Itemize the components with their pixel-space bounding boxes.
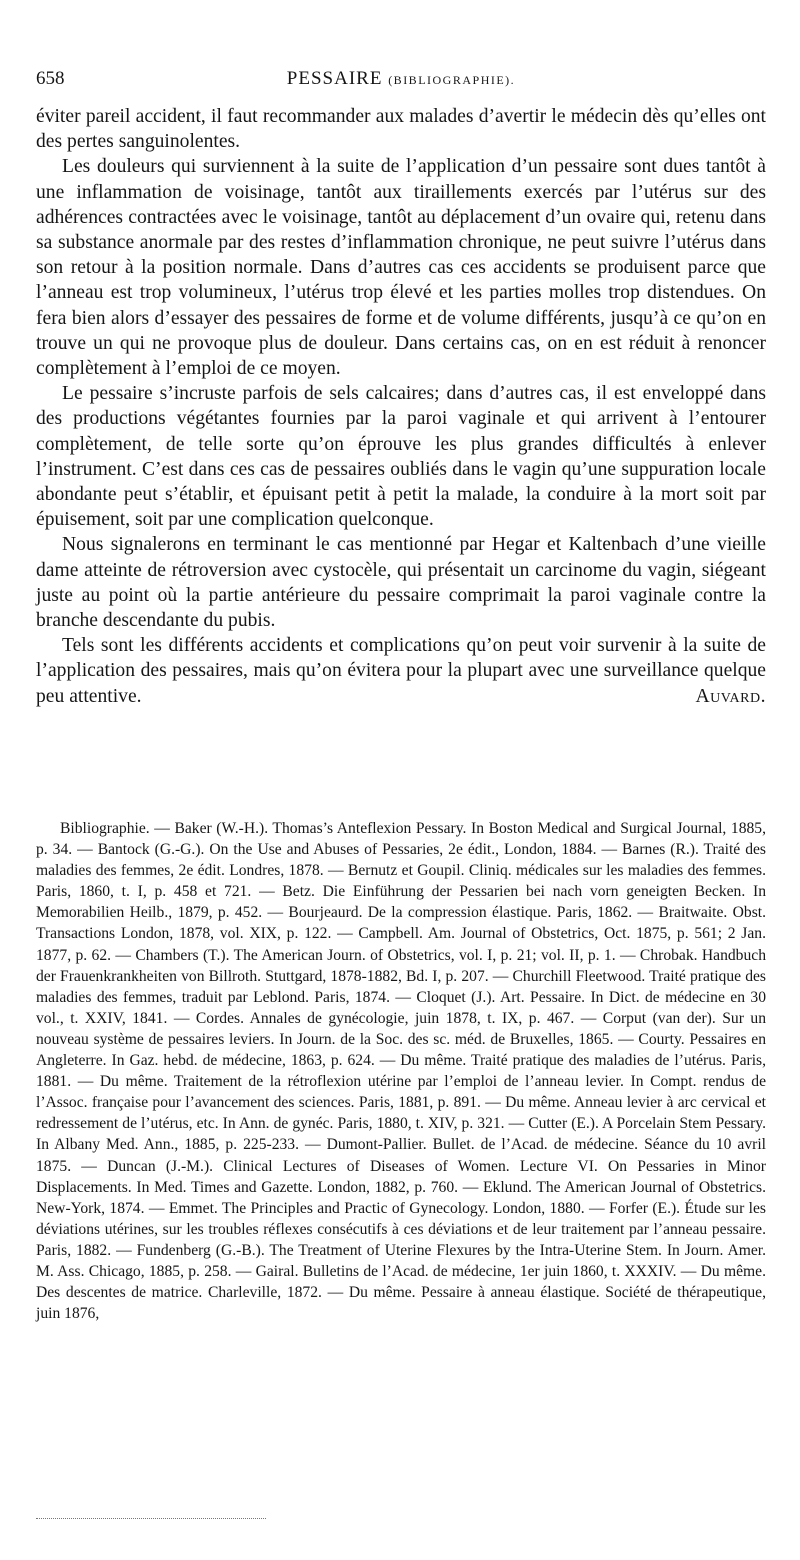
running-head [36,68,766,90]
author-signature: Auvard. [695,685,766,707]
paragraph-text: Tels sont les différents accidents et complications qu’on peut voir survenir à la suite de l’application des pessaires, mais qu’on évitera pour la plupart avec une surveillance quelque peu attentive. [36,635,766,707]
paragraph: éviter pareil accident, il faut recommander aux malades d’avertir le médecin dès qu’elles ont des pertes sanguinolentes. [36,106,766,153]
bibliography-text: Bibliographie. — Baker (W.-H.). Thomas’s Anteflexion Pessary. In Boston Medical and Surgical Journal, 1885, p. 34. — Bantock (G.-G.). On the Use and Abuses of Pessaries, 2e édit., London, 1884. — Barnes (R.). Traité des maladies des femmes, 2e édit. Londres, 1878. — Bernutz et Goupil. Cliniq. médicales sur les maladies des femmes. Paris, 1860, t. I, p. 458 et 721. — Betz. Die Einführung der Pessarien bei nach vorn geneigten Becken. In Memorabilien Heilb., 1879, p. 452. — Bourjeaurd. De la compression élastique. Paris, 1862. — Braitwaite. Obst. Transactions London, 1878, vol. XIX, p. 122. — Campbell. Am. Journal of Obstetrics, Oct. 1875, p. 561; 2 Jan. 1877, p. 62. — Chambers (T.). The American Journ. of Obstetrics, vol. I, p. 21; vol. II, p. 1. — Chrobak. Handbuch der Frauenkrankheiten von Billroth. Stuttgard, 1878-1882, Bd. I, p. 207. — Churchill Fleetwood. Traité pratique des maladies des femmes, traduit par Leblond. Paris, 1874. — Cloquet (J.). Art. Pessaire. In Dict. de médecine en 30 vol., t. XXIV, 1841. — Cordes. Annales de gynécologie, juin 1878, t. IX, p. 467. — Corput (van der). Sur un nouveau système de pessaires leviers. In Journ. de la Soc. des sc. méd. de Bruxelles, 1865. — Courty. Pessaires en Angleterre. In Gaz. hebd. de médecine, 1863, p. 624. — Du même. Traité pratique des maladies de l’utérus. Paris, 1881. — Du même. Traitement de la rétroflexion utérine par l’emploi de l’anneau levier. In Compt. rendus de l’Assoc. française pour l’avancement des sciences. Paris, 1881, p. 891. — Du même. Anneau levier à arc cervical et redressement de l’utérus, etc. In Ann. de gynéc. Paris, 1880, t. XIV, p. 321. — Cutter (E.). A Porcelain Stem Pessary. In Albany Med. Ann., 1885, p. 225-233. — Dumont-Pallier. Bullet. de l’Acad. de médecine. Séance du 10 avril 1875. — Duncan (J.-M.). Clinical Lectures of Diseases of Women. Lecture VI. On Pessaries in Minor Displacements. In Med. Times and Gazette. London, 1882, p. 760. — Eklund. The American Journal of Obstetrics. New-York, 1874. — Emmet. The Principles and Practic of Gynecology. London, 1880. — Forfer (E.). Étude sur les déviations utérines, sur les troubles réflexes consécutifs à ces déviations et de leur traitement par l’anneau pessaire. Paris, 1882. — Fundenberg (G.-B.). The Treatment of Uterine Flexures by the Intra-Uterine Stem. In Journ. Amer. M. Ass. Chicago, 1885, p. 258. — Gairal. Bulletins de l’Acad. de médecine, 1er juin 1860, t. XXXIV. — Du même. Des descentes de matrice. Charleville, 1872. — Du même. Pessaire à anneau élastique. Société de thérapeutique, juin 1876, [36,820,766,1323]
footer-rule [36,1518,266,1519]
paragraph: Les douleurs qui surviennent à la suite de l’application d’un pessaire sont dues tantôt à une inflammation de voisinage, tantôt aux tiraillements exercés par l’utérus sur des adhérences contractées avec le voisinage, tantôt au déplacement d’un ovaire qui, retenu dans sa substance anormale par des restes d’inflammation chronique, ne peut suivre l’utérus dans son retour à la position normale. Dans d’autres cas ces accidents se produisent parce que l’anneau est trop volumineux, l’utérus trop élevé et les parties molles trop distendues. On fera bien alors d’essayer des pessaires de forme et de volume différents, jusqu’à ce qu’on en trouve un qui ne provoque plus de douleur. Dans certains cas, on en est réduit à renoncer complètement à l’emploi de ce moyen. [36,156,766,380]
paragraph: Le pessaire s’incruste parfois de sels calcaires; dans d’autres cas, il est enveloppé dans des productions végétantes fournies par la paroi vaginale et qui arrivent à l’entourer complètement, de telle sorte qu’on éprouve les plus grandes difficultés à enlever l’instrument. C’est dans ces cas de pessaires oubliés dans le vagin qu’une suppuration locale abondante peut s’établir, et épuisant petit à petit la malade, la conduire à la mort soit par épuisement, soit par une complication quelconque. [36,383,766,531]
paragraph: Nous signalerons en terminant le cas mentionné par Hegar et Kaltenbach d’une vieille dame atteinte de rétroversion avec cystocèle, qui présentait un carcinome du vagin, siégeant juste au point où la partie antérieure du pessaire comprimait la paroi vaginale contre la branche descendante du pubis. [36,534,766,632]
body-text [36,104,766,709]
page-header [36,68,766,98]
running-head-title: PESSAIRE [286,68,383,89]
bibliography [36,818,766,1324]
paragraph-last [36,633,766,709]
running-head-subtitle: (BIBLIOGRAPHIE). [388,73,516,87]
page-number: 658 [36,68,65,89]
